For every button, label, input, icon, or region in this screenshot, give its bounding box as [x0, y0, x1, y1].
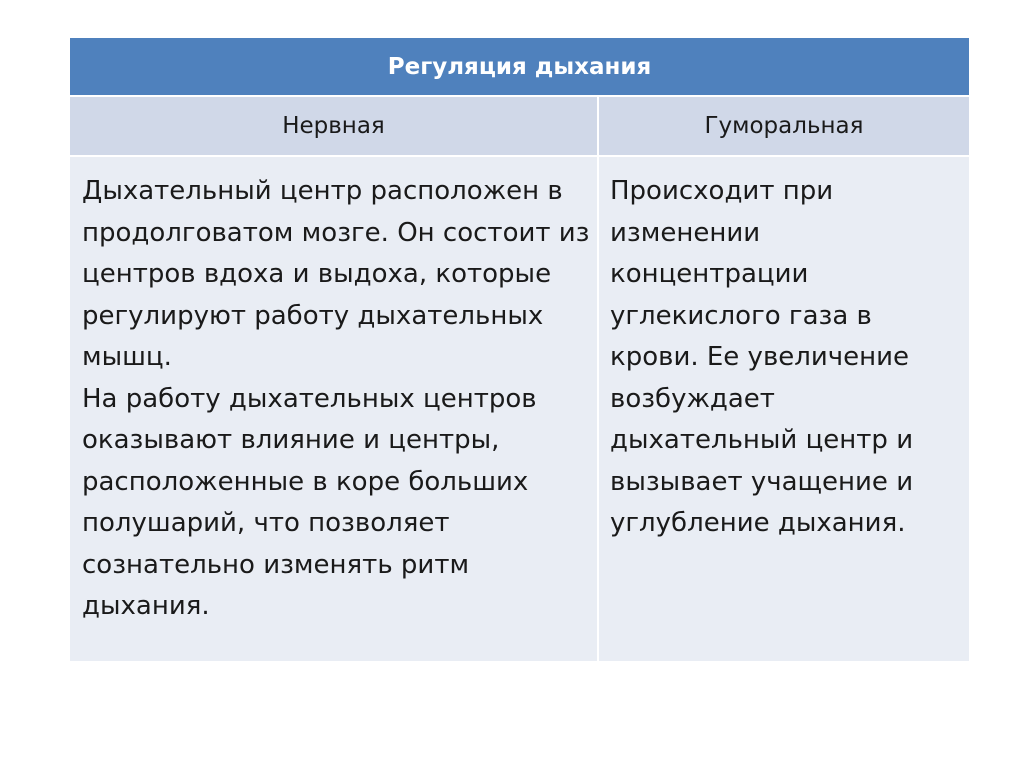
regulation-table	[70, 38, 969, 661]
header-nervous-text: Нервная	[282, 113, 385, 139]
cell-humoral	[599, 157, 969, 661]
table-title	[70, 38, 969, 97]
table-title-text: Регуляция дыхания	[387, 53, 652, 80]
header-nervous	[70, 97, 599, 155]
header-humoral	[599, 97, 969, 155]
cell-nervous-paragraph-1: Дыхательный центр расположен в продолговатом мозге. Он состоит из центров вдоха и выдоха, которые регулируют работу дыхательных мышц.	[82, 176, 590, 372]
cell-nervous-paragraph-2: На работу дыхательных центров оказывают влияние и центры, расположенные в коре больших полушарий, что позволяет сознательно изменять ритм дыхания.	[82, 383, 537, 621]
table-header-row	[70, 97, 969, 157]
cell-nervous	[70, 157, 599, 661]
cell-humoral-paragraph: Происходит при изменении концентрации углекислого газа в крови. Ее увеличение возбуждает дыхательный центр и вызывает учащение и углубление дыхания.	[610, 176, 914, 538]
table-body-row	[70, 157, 969, 661]
header-humoral-text: Гуморальная	[704, 113, 864, 139]
